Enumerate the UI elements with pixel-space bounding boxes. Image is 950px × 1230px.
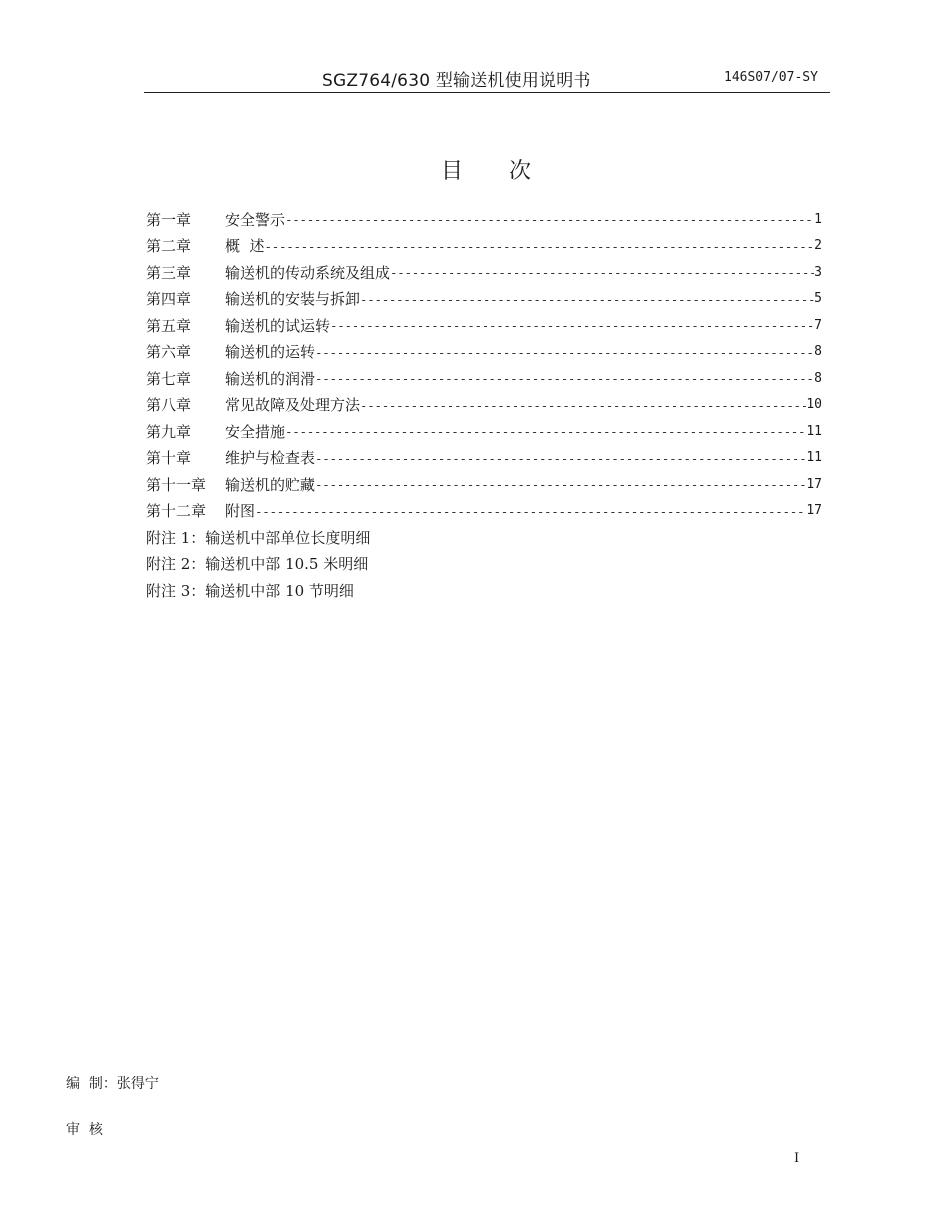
toc-leader	[390, 265, 814, 280]
toc-title: 附图	[225, 502, 256, 521]
toc-title: 输送机的运转	[225, 343, 316, 362]
appendix-note: 附注 1：输送机中部单位长度明细	[146, 528, 371, 547]
toc-page: 7	[814, 317, 822, 333]
toc-page: 1	[814, 211, 822, 227]
toc-page: 17	[806, 503, 822, 519]
toc-chapter: 第九章	[146, 422, 192, 441]
toc-leader	[315, 371, 814, 386]
table-of-contents	[146, 206, 822, 604]
toc-leader	[330, 318, 814, 333]
toc-title: 输送机的试运转	[225, 316, 331, 335]
toc-title: 维护与检查表	[225, 449, 316, 468]
toc-leader	[285, 424, 806, 439]
document-code: 146S07/07-SY	[724, 70, 818, 85]
toc-entry[interactable]	[146, 418, 822, 445]
toc-entry[interactable]	[146, 339, 822, 366]
toc-page: 10	[806, 397, 822, 413]
toc-leader	[265, 239, 815, 254]
toc-title: 安全措施	[225, 422, 286, 441]
toc-page: 3	[814, 264, 822, 280]
appendix-note: 附注 2：输送机中部 10.5 米明细	[146, 555, 369, 574]
toc-chapter: 第十章	[146, 449, 192, 468]
toc-chapter: 第十一章	[146, 475, 207, 494]
toc-leader	[285, 212, 814, 227]
toc-leader	[360, 292, 814, 307]
toc-page: 11	[806, 450, 822, 466]
toc-chapter: 第二章	[146, 237, 192, 256]
toc-title: 概 述	[225, 237, 265, 256]
toc-leader	[360, 398, 806, 413]
toc-chapter: 第一章	[146, 210, 192, 229]
toc-entry[interactable]	[146, 471, 822, 498]
toc-entry[interactable]	[146, 259, 822, 286]
toc-chapter: 第七章	[146, 369, 192, 388]
toc-chapter: 第三章	[146, 263, 192, 282]
header-title: SGZ764/630 型输送机使用说明书	[322, 71, 591, 91]
toc-entry[interactable]	[146, 445, 822, 472]
toc-leader	[315, 477, 806, 492]
toc-entry[interactable]	[146, 286, 822, 313]
toc-page: 8	[814, 370, 822, 386]
toc-chapter: 第五章	[146, 316, 192, 335]
toc-leader	[315, 345, 814, 360]
toc-title: 常见故障及处理方法	[225, 396, 361, 415]
toc-leader	[315, 451, 806, 466]
toc-page: 5	[814, 291, 822, 307]
toc-title: 安全警示	[225, 210, 286, 229]
toc-chapter: 第六章	[146, 343, 192, 362]
toc-chapter: 第十二章	[146, 502, 207, 521]
toc-page: 8	[814, 344, 822, 360]
toc-entry[interactable]	[146, 233, 822, 260]
toc-title: 输送机的传动系统及组成	[225, 263, 391, 282]
toc-page: 11	[806, 423, 822, 439]
toc-leader	[255, 504, 806, 519]
reviewed-by: 审 核	[66, 1122, 103, 1138]
toc-title: 输送机的润滑	[225, 369, 316, 388]
header-rule	[144, 92, 830, 93]
toc-page: 2	[814, 238, 822, 254]
appendix-note: 附注 3：输送机中部 10 节明细	[146, 581, 354, 600]
toc-entry[interactable]	[146, 206, 822, 233]
toc-chapter: 第四章	[146, 290, 192, 309]
toc-chapter: 第八章	[146, 396, 192, 415]
toc-title: 输送机的贮藏	[225, 475, 316, 494]
toc-entry[interactable]	[146, 365, 822, 392]
toc-entry[interactable]	[146, 498, 822, 525]
page-number: I	[794, 1151, 800, 1166]
compiled-by: 编 制：张得宁	[66, 1076, 159, 1092]
toc-entry[interactable]	[146, 392, 822, 419]
page-title: 目次	[441, 159, 578, 184]
toc-entry[interactable]	[146, 312, 822, 339]
toc-title: 输送机的安装与拆卸	[225, 290, 361, 309]
toc-page: 17	[806, 476, 822, 492]
